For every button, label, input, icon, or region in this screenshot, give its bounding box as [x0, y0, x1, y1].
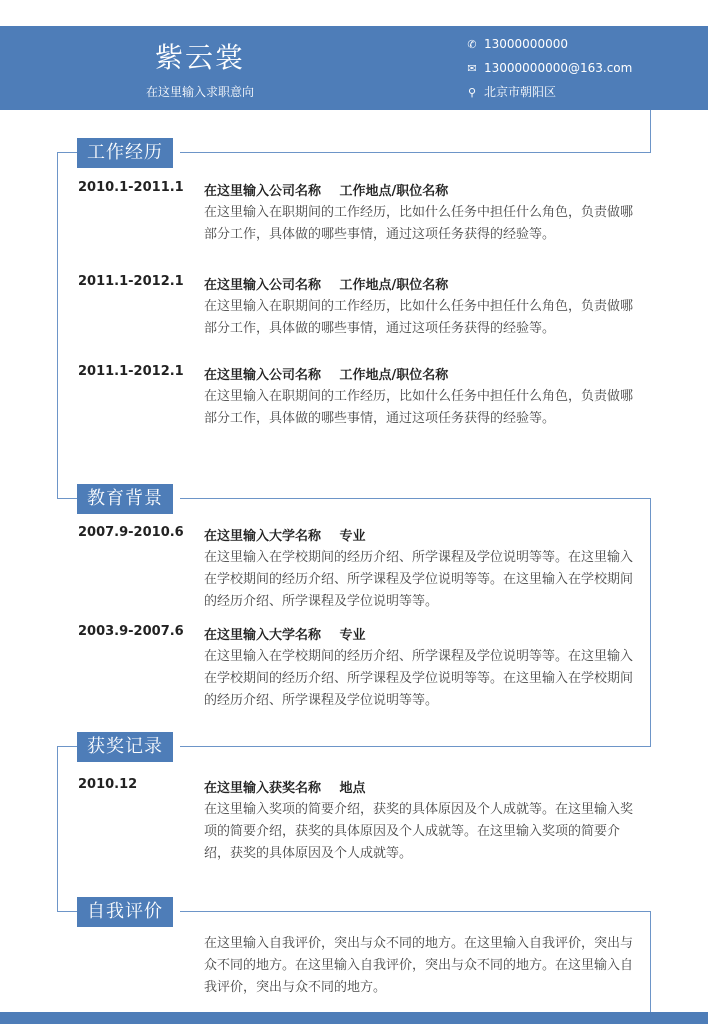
work-heading: 在这里输入公司名称 工作地点/职位名称: [204, 278, 449, 293]
divider-line: [57, 746, 58, 911]
work-heading: 在这里输入公司名称 工作地点/职位名称: [204, 184, 449, 199]
education-heading: 在这里输入大学名称 专业: [204, 529, 366, 544]
section-title-self-evaluation: 自我评价: [77, 897, 173, 927]
section-title-awards: 获奖记录: [77, 732, 173, 762]
divider-line: [180, 498, 651, 499]
education-date: 2007.9-2010.6: [78, 525, 184, 540]
address-contact: [466, 83, 556, 100]
email-address: 13000000000@163.com: [484, 61, 633, 75]
divider-line: [180, 746, 651, 747]
work-date: 2011.1-2012.1: [78, 274, 184, 289]
phone-number: 13000000000: [484, 37, 568, 51]
education-date: 2003.9-2007.6: [78, 624, 184, 639]
section-title-education: 教育背景: [77, 484, 173, 514]
divider-line: [57, 152, 77, 153]
job-objective: 在这里输入求职意向: [145, 85, 254, 99]
divider-line: [650, 911, 651, 1012]
work-description: 在这里输入在职期间的工作经历，比如什么任务中担任什么角色，负责做哪部分工作，具体做的哪些事情，通过这项任务获得的经验等。: [204, 299, 634, 336]
award-description: 在这里输入奖项的简要介绍，获奖的具体原因及个人成就等。在这里输入奖项的简要介绍，获奖的具体原因及个人成就等。在这里输入奖项的简要介绍，获奖的具体原因及个人成就等。: [204, 802, 634, 861]
self-evaluation-text: 在这里输入自我评价，突出与众不同的地方。在这里输入自我评价，突出与众不同的地方。在这里输入自我评价，突出与众不同的地方。在这里输入自我评价，突出与众不同的地方。: [204, 936, 634, 995]
mail-icon: ✉: [467, 62, 477, 75]
location-pin-icon: ⚲: [467, 86, 477, 99]
divider-line: [180, 911, 651, 912]
work-date: 2011.1-2012.1: [78, 364, 184, 379]
email-contact: [466, 61, 632, 75]
work-description: 在这里输入在职期间的工作经历，比如什么任务中担任什么角色，负责做哪部分工作，具体做的哪些事情，通过这项任务获得的经验等。: [204, 389, 634, 426]
phone-icon: ✆: [467, 38, 477, 51]
candidate-name: 紫云裳: [154, 41, 245, 74]
divider-line: [650, 110, 651, 152]
award-date: 2010.12: [78, 777, 138, 792]
work-heading: 在这里输入公司名称 工作地点/职位名称: [204, 368, 449, 383]
divider-line: [650, 498, 651, 746]
address-text: 北京市朝阳区: [484, 85, 557, 99]
education-heading: 在这里输入大学名称 专业: [204, 628, 366, 643]
divider-line: [180, 152, 651, 153]
phone-contact: [466, 37, 568, 51]
divider-line: [57, 746, 77, 747]
education-description: 在这里输入在学校期间的经历介绍、所学课程及学位说明等等。在这里输入在学校期间的经历介绍、所学课程及学位说明等等。在这里输入在学校期间的经历介绍、所学课程及学位说明等等。: [204, 649, 634, 708]
divider-line: [57, 152, 58, 498]
section-title-work: 工作经历: [77, 138, 173, 168]
education-description: 在这里输入在学校期间的经历介绍、所学课程及学位说明等等。在这里输入在学校期间的经历介绍、所学课程及学位说明等等。在这里输入在学校期间的经历介绍、所学课程及学位说明等等。: [204, 550, 634, 609]
award-heading: 在这里输入获奖名称 地点: [204, 781, 366, 796]
divider-line: [57, 498, 77, 499]
divider-line: [57, 911, 77, 912]
resume-header: [0, 26, 708, 110]
work-date: 2010.1-2011.1: [78, 180, 184, 195]
work-description: 在这里输入在职期间的工作经历，比如什么任务中担任什么角色，负责做哪部分工作，具体做的哪些事情，通过这项任务获得的经验等。: [204, 205, 634, 242]
footer-bar: [0, 1012, 708, 1024]
